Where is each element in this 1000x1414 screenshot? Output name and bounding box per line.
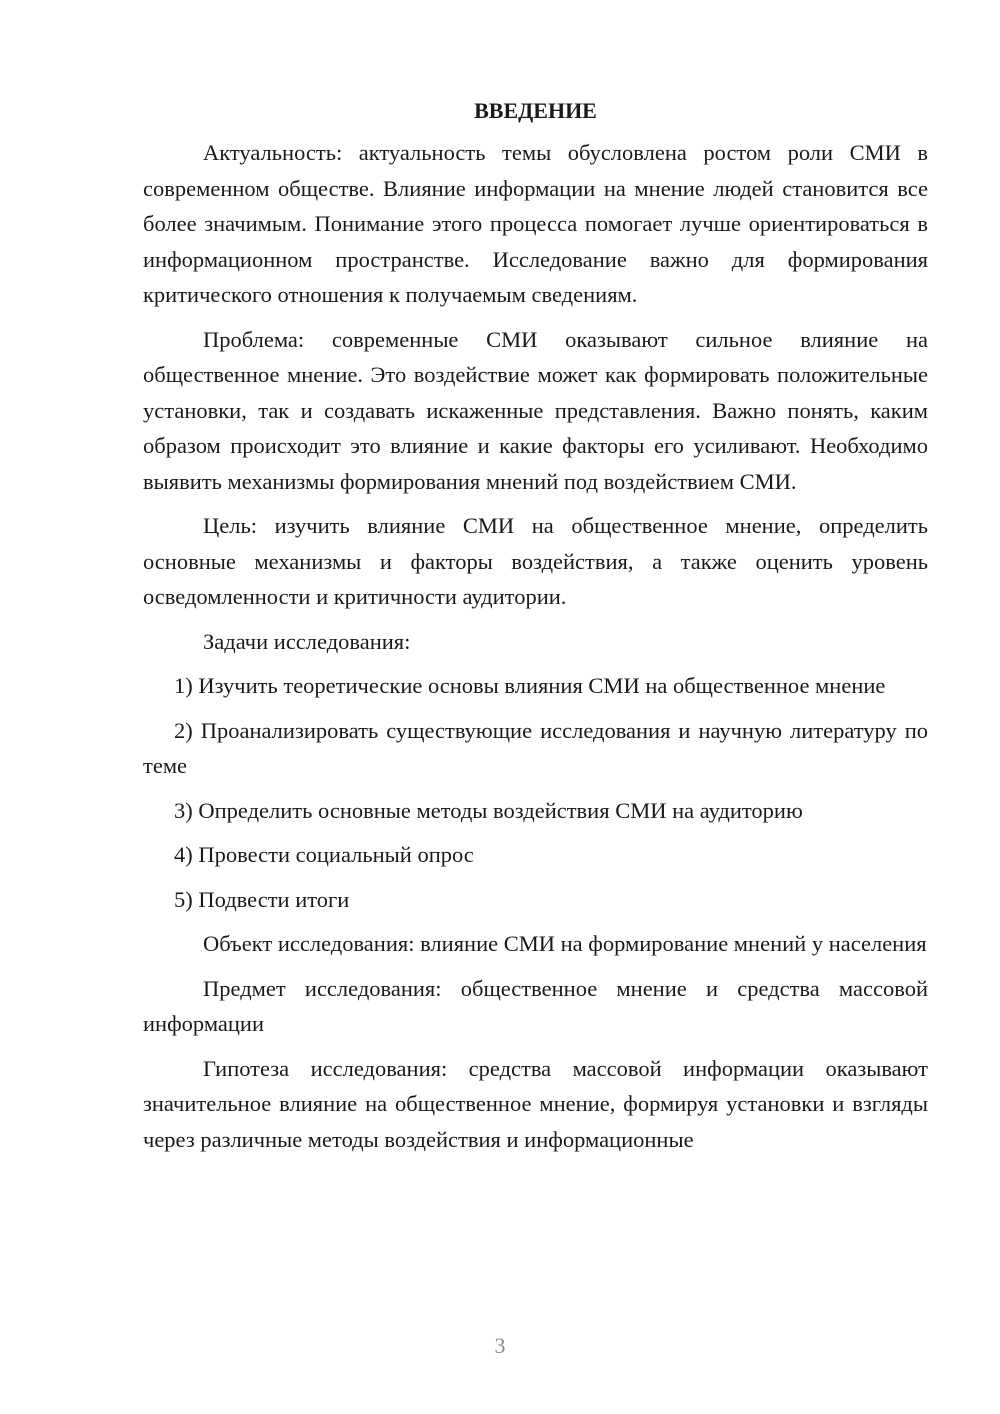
task-item: 2) Проанализировать существующие исследования и научную литературу по теме — [143, 717, 928, 778]
paragraph-subject: Предмет исследования: общественное мнение и средства массовой информации — [143, 975, 928, 1036]
task-item: 4) Провести социальный опрос — [174, 842, 474, 867]
paragraph-goal: Цель: изучить влияние СМИ на общественное мнение, определить основные механизмы и факторы воздействия, а также оценить уровень осведомленности и критичности аудитории. — [143, 513, 928, 609]
paragraph-problem: Проблема: современные СМИ оказывают сильное влияние на общественное мнение. Это воздействие может как формировать положительные установки, так и создавать искаженные представления. Важно понять, каким образом происходит это влияние и какие факторы его усиливают. Необходимо выявить механизмы формирования мнений под воздействием СМИ. — [143, 326, 928, 494]
tasks-title: Задачи исследования: — [203, 628, 411, 654]
task-item: 5) Подвести итоги — [174, 886, 350, 912]
task-item: 3) Определить основные методы воздействия СМИ на аудиторию — [174, 797, 803, 823]
page-number: 3 — [494, 1333, 506, 1358]
paragraph-hypothesis: Гипотеза исследования: средства массовой информации оказывают значительное влияние на общественное мнение, формируя установки и взгляды через различные методы воздействия и информационные — [143, 1055, 928, 1152]
task-item: 1) Изучить теоретические основы влияния СМИ на общественное мнение — [174, 673, 886, 698]
section-heading: ВВЕДЕНИЕ — [474, 98, 597, 123]
paragraph-relevance: Актуальность: актуальность темы обусловлена ростом роли СМИ в современном обществе. Влияние информации на мнение людей становится все более значимым. Понимание этого процесса помогает лучше ориентироваться в информационном пространстве. Исследование важно для формирования критического отношения к получаемым сведениям. — [143, 140, 928, 307]
page-body — [143, 94, 928, 1166]
paragraph-object: Объект исследования: влияние СМИ на формирование мнений у населения — [203, 931, 927, 956]
